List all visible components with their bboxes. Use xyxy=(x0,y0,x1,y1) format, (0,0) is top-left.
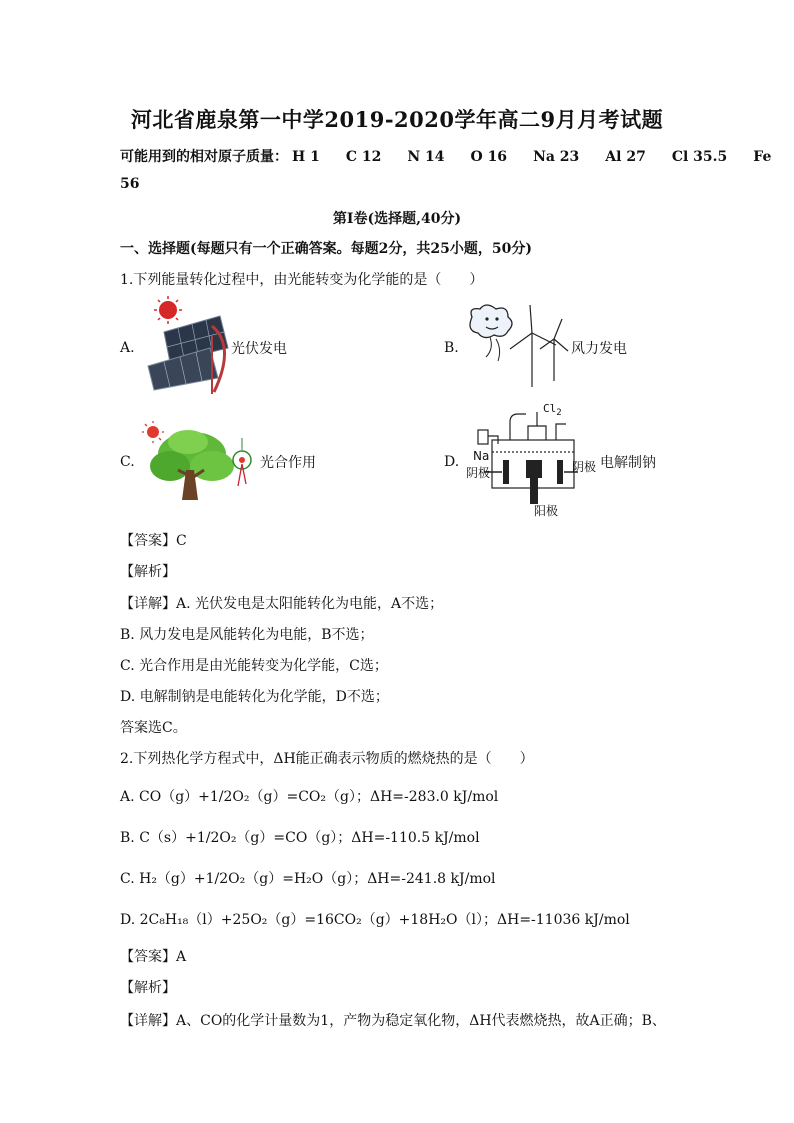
page-title: 河北省鹿泉第一中学2019-2020学年高二9月月考试题 xyxy=(130,107,664,132)
atomic-mass-wrap: 56 xyxy=(120,176,140,192)
cl2-label-text: Cl xyxy=(543,402,557,415)
option-a-caption: 光伏发电 xyxy=(231,341,287,357)
q2-answer: 【答案】A xyxy=(120,949,187,965)
option-d-caption: 电解制钠 xyxy=(600,455,656,471)
cathode-left-label: 阴极 xyxy=(466,466,491,480)
cl2-label-subscript: 2 xyxy=(556,408,562,418)
wind-turbine-image xyxy=(464,303,570,389)
q1-detail-line: C. 光合作用是由光能转变为化学能，C选； xyxy=(120,658,388,674)
anode-label: 阳极 xyxy=(534,504,559,518)
atomic-mass-label: 可能用到的相对原子质量： xyxy=(120,149,288,165)
option-c-caption: 光合作用 xyxy=(260,455,316,471)
atomic-mass-item: O 16 xyxy=(470,149,508,165)
atomic-mass-item: H 1 xyxy=(292,149,320,165)
question-2-stem: 2.下列热化学方程式中，ΔH能正确表示物质的燃烧热的是（ ） xyxy=(120,751,534,767)
q1-analysis-heading: 【解析】 xyxy=(120,564,176,580)
q2-option-b: B. C（s）+1/2O₂（g）=CO（g）；ΔH=-110.5 kJ/mol xyxy=(120,830,480,846)
q1-conclusion: 答案选C。 xyxy=(120,720,187,736)
q1-detail-line: B. 风力发电是风能转化为电能，B不选； xyxy=(120,627,374,643)
q2-detail-line: 【详解】A、CO的化学计量数为1，产物为稳定氧化物，ΔH代表燃烧热，故A正确；B、 xyxy=(120,1013,666,1029)
atomic-mass-item: C 12 xyxy=(345,149,382,165)
cl2-label xyxy=(543,402,562,418)
na-label: Na xyxy=(473,449,490,463)
option-b-letter: B. xyxy=(444,340,459,356)
q2-option-c: C. H₂（g）+1/2O₂（g）=H₂O（g）；ΔH=-241.8 kJ/mol xyxy=(120,871,496,887)
part-heading: 一、选择题(每题只有一个正确答案。每题2分，共25小题，50分) xyxy=(120,241,532,257)
atomic-mass-item: Na 23 xyxy=(533,149,580,165)
atomic-mass-item: Al 27 xyxy=(605,149,646,165)
atomic-mass-item: N 14 xyxy=(407,149,445,165)
option-c-letter: C. xyxy=(120,454,135,470)
cathode-right-label: 阴极 xyxy=(572,460,597,474)
option-d-letter: D. xyxy=(444,454,460,470)
section-heading: 第Ⅰ卷(选择题,40分) xyxy=(332,211,462,227)
atomic-mass-item: Cl 35.5 xyxy=(671,149,728,165)
atomic-mass-item: Fe xyxy=(753,149,772,165)
q2-option-a: A. CO（g）+1/2O₂（g）=CO₂（g）；ΔH=-283.0 kJ/mol xyxy=(120,789,499,805)
q2-option-d: D. 2C₈H₁₈（l）+25O₂（g）=16CO₂（g）+18H₂O（l）；ΔH=-11036 kJ/mol xyxy=(120,912,630,928)
q1-answer: 【答案】C xyxy=(120,533,187,549)
q2-analysis-heading: 【解析】 xyxy=(120,980,176,996)
option-a-letter: A. xyxy=(120,340,135,356)
option-b-caption: 风力发电 xyxy=(571,341,627,357)
q1-detail-line: 【详解】A. 光伏发电是太阳能转化为电能，A不选； xyxy=(120,596,444,612)
q1-detail-line: D. 电解制钠是电能转化为化学能，D不选； xyxy=(120,689,389,705)
solar-panel-image xyxy=(140,296,232,396)
atomic-mass-line xyxy=(120,146,771,166)
question-1-stem: 1.下列能量转化过程中，由光能转变为化学能的是（ ） xyxy=(120,272,484,288)
photosynthesis-tree-image xyxy=(142,420,262,504)
